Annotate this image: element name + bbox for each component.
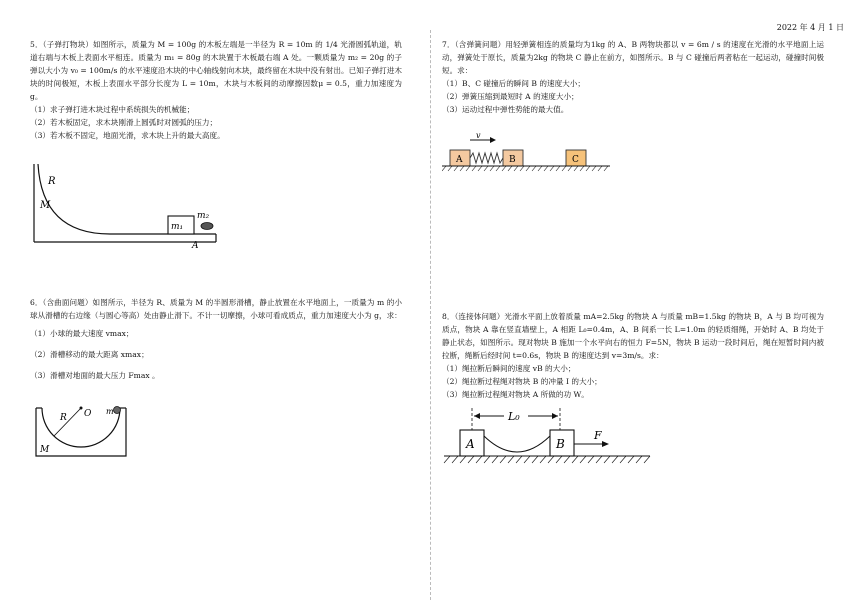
label-M: M (40, 445, 50, 455)
problem-5-figure (30, 156, 240, 256)
problem-8-intro: 8．（连接体问题）光滑水平面上放着质量 mA=2.5kg 的物块 A 与质量 mB=1.5kg 的物块 B，A 与 B 均可视为质点，物块 A 靠在竖直墙壁上，A 相距 L₀=0.4m，A、B 间系一长 L=1.0m 的轻质细绳，开始时 A、B 均处于静止状态，如图所示。现对物块 B 施加一个水平向右的恒力 F=5N，物块 B 运动一段时间后，绳在短暂时间内被拉断，绳断后经时间 t=0.6s，物块 B 的速度达到 v=3m/s。求： (442, 312, 824, 360)
right-column (442, 38, 824, 451)
label-C: C (572, 155, 579, 165)
dimension-arrow-right (552, 413, 558, 419)
small-ball (114, 407, 121, 414)
problem-8 (442, 310, 824, 401)
label-R: R (60, 413, 67, 423)
problem-5 (30, 38, 402, 142)
problem-7-figure (442, 132, 612, 178)
problem-8-question-2: （2）绳拉断过程绳对物块 B 的冲量 I 的大小； (442, 377, 602, 386)
problem-7-question-1: （1）B、C 碰撞后的瞬间 B 的速度大小； (442, 79, 585, 88)
radius-line (54, 408, 81, 436)
column-divider (430, 30, 431, 600)
problem-7-question-2: （2）弹簧压缩到最短时 A 的速度大小； (442, 92, 579, 101)
label-v: v (476, 132, 481, 140)
center-point (80, 407, 83, 410)
label-A: A (466, 437, 475, 451)
problem-6-question-3: （3）滑槽对地面的最大压力 Fmax 。 (30, 371, 160, 380)
problem-7 (442, 38, 824, 116)
label-O: O (84, 409, 92, 419)
problem-8-question-1: （1）绳拉断后瞬间的速度 vB 的大小； (442, 364, 576, 373)
ground-hatching (442, 166, 608, 171)
arc-track (38, 164, 110, 234)
label-B: B (556, 437, 565, 451)
label-F: F (594, 429, 602, 442)
label-R: R (48, 176, 56, 187)
problem-6-intro: 6．（含曲面问题）如图所示，半径为 R、质量为 M 的半圆形滑槽，静止放置在水平地面上，一质量为 m 的小球从滑槽的右边缘（与圆心等高）处由静止滑下。不计一切摩擦，小球可看成质点，重力加速度大小为 g，求： (30, 298, 402, 320)
label-m2: m₂ (197, 211, 210, 221)
problem-8-question-3: （3）绳拉断过程绳对物块 A 所做的功 W。 (442, 390, 589, 399)
spring (470, 153, 503, 163)
rope (484, 436, 550, 452)
label-m1: m₁ (171, 222, 184, 232)
ground-hatching (444, 456, 650, 463)
problem-5-intro: 5．（子弹打物块）如图所示，质量为 M = 100g 的木板左端是一半径为 R = 10m 的 1/4 光滑圆弧轨道，轨道右端与木板上表面水平相连。质量为 m₁ = 80g 的木块置于木板最右端 A 处。一颗质量为 m₂ = 20g 的子弹以大小为 v₀ = 100m/s 的水平速度沿木块的中心轴线射向木块，最终留在木块中没有射出。已知子弹打进木块的时间极短，木板上表面水平部分长度为 L = 10m，木块与木板间的动摩擦因数μ = 0.5，重力加速度为 g。 (30, 40, 402, 101)
problem-5-question-3: （3）若木板不固定，地面光滑，求木块上升的最大高度。 (30, 131, 225, 140)
label-A: A (192, 241, 199, 251)
problem-8-figure (442, 406, 662, 476)
force-arrowhead (602, 441, 609, 447)
dimension-arrow-left (474, 413, 480, 419)
page-date: 2022 年 4 月 1 日 (776, 23, 844, 32)
velocity-arrowhead (490, 137, 496, 143)
label-M: M (40, 200, 51, 211)
problem-7-question-3: （3）运动过程中弹性势能的最大值。 (442, 105, 569, 114)
problem-6-figure (30, 402, 140, 464)
problem-5-question-2: （2）若木板固定，求木块刚滑上圆弧时对圆弧的压力； (30, 118, 218, 127)
problem-6 (30, 296, 402, 382)
label-B: B (509, 155, 516, 165)
label-A: A (456, 155, 463, 165)
label-L0: L₀ (508, 410, 520, 423)
problem-6-question-1: （1）小球的最大速度 vmax； (30, 329, 134, 338)
bullet (201, 223, 213, 230)
problem-6-question-2: （2）滑槽移动的最大距离 xmax； (30, 350, 149, 359)
left-column (30, 38, 402, 455)
label-m: m (106, 407, 114, 416)
problem-5-question-1: （1）求子弹打进木块过程中系统损失的机械能； (30, 105, 195, 114)
problem-7-intro: 7．（含弹簧问题）用轻弹簧相连的质量均为1kg 的 A、B 两物块都以 v = 6m / s 的速度在光滑的水平地面上运动，弹簧处于原长，质量为2kg 的物块 C 静止在前方，如图所示。B 与 C 碰撞后两者粘在一起运动，碰撞时间极短。求： (442, 40, 824, 75)
